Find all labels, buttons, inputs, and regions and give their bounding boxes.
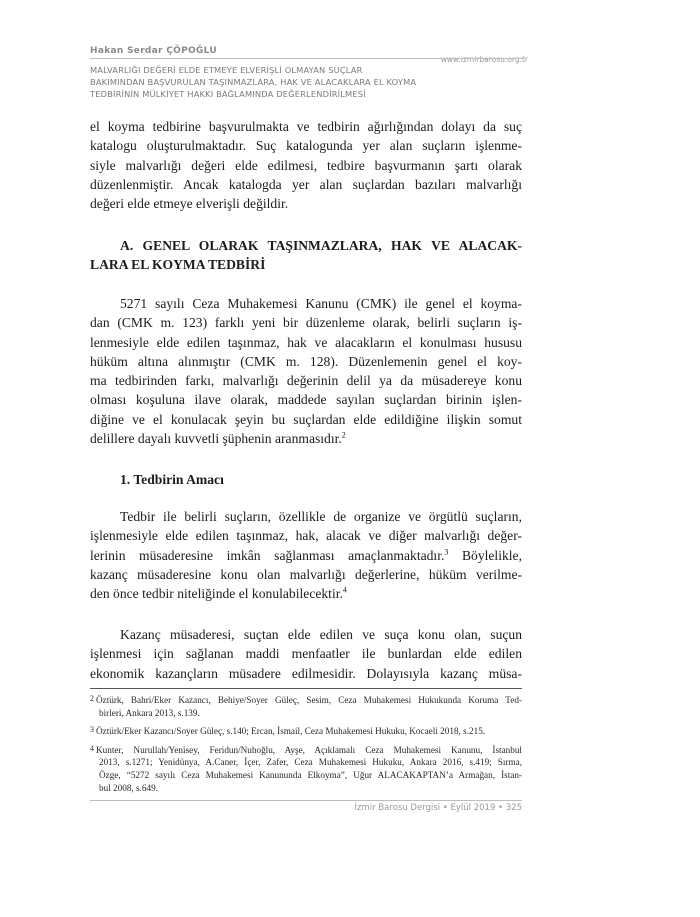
footnote-line: 2013, s.1271; Yenidünya, A.Caner, İçer, Zafer, Ceza Muhakemesi Hukuku, Ankara 2016, s.419; Sırma, (99, 757, 522, 768)
footnote-number: 4 (90, 743, 94, 753)
footnote-ref[interactable]: 3 (444, 547, 449, 557)
footnotes (90, 693, 522, 799)
footnote-3 (90, 724, 522, 738)
text-line: işlenmesi için sağlanan maddi menfaatler ile bunlardan elde edilen (90, 646, 522, 662)
text-line: hüküm altına alınmıştır (CMK m. 128). Düzenlemenin genel el koy- (90, 353, 522, 369)
text-line: ma tedbirinden farkı, malvarlığı değerinin delil ya da müsadereye konu (90, 373, 522, 389)
text-line (90, 429, 522, 448)
paragraph-cmk (90, 294, 522, 448)
footnote-ref[interactable]: 4 (342, 585, 347, 595)
text-line: katalogu oluşturulmaktadır. Suç katalogunda yer alan suçların işlenme- (90, 138, 522, 154)
footnote-line: birleri, Ankara 2013, s.139. (99, 707, 200, 718)
footnote-line: Özge, “5272 sayılı Ceza Muhakemesi Kanununda Elkoyma”, Uğur ALACAKAPTAN’a Armağan, İstan- (99, 769, 522, 780)
footer-rule (90, 800, 522, 801)
footnote-line (90, 743, 522, 757)
text-line-content: den önce tedbir niteliğinde el konulabilecektir. (90, 586, 343, 602)
footnote-number: 3 (90, 725, 94, 735)
text-line: kazanç müsaderesine konu olan malvarlığı değerlerine, hüküm verilme- (90, 566, 522, 582)
footnote-text: Öztürk, Bahri/Eker Kazancı, Behiye/Soyer Güleç, Sesim, Ceza Muhakemesi Hukukunda Koruma Ted- (96, 695, 522, 705)
footnote-2 (90, 693, 522, 719)
text-line: 5271 sayılı Ceza Muhakemesi Kanunu (CMK) ile genel el koyma- (120, 296, 522, 311)
running-head-author: Hakan Serdar ÇÖPOĞLU (90, 46, 217, 56)
heading-line: A. GENEL OLARAK TAŞINMAZLARA, HAK VE ALACAK- (120, 238, 522, 253)
running-head-title-line: TEDBİRİNİN MÜLKİYET HAKKI BAĞLAMINDA DEĞERLENDİRİLMESİ (90, 89, 366, 99)
text-line: Tedbir ile belirli suçların, özellikle de organize ve örgütlü suçların, (120, 509, 522, 524)
footnote-ref[interactable]: 2 (341, 430, 346, 440)
page-footer: İzmir Barosu Dergisi • Eylül 2019 • 325 (354, 803, 522, 813)
footnote-line (90, 693, 522, 707)
footnote-text: Öztürk/Eker Kazancı/Soyer Güleç, s.140; Ercan, İsmail, Ceza Muhakemesi Hukuku, Kocaeli 2018, s.215. (96, 726, 486, 737)
text-line: Kazanç müsaderesi, suçtan elde edilen ve suça konu olan, suçun (120, 627, 522, 642)
text-line: lenmesiyle elde edilen taşınmaz, hak ve alacakların el konulması hususu (90, 334, 522, 350)
text-line (90, 546, 522, 565)
text-line: el koyma tedbirine başvurulmakta ve tedbirin ağırlığından dolayı da suç (90, 119, 522, 134)
running-head-website: www.izmirbarosu.org.tr (440, 55, 528, 64)
footnote-number: 2 (90, 694, 94, 703)
footnote-4 (90, 743, 522, 794)
text-line: düzenlenmiştir. Ancak katalogda yer alan suçlardan bazıları malvarlığı (90, 176, 522, 192)
text-line: diğine ve el konulacak şeyin bu suçlardan elde edildiğine ilişkin somut (90, 411, 522, 427)
paragraph-amac (90, 507, 522, 603)
paragraph-intro (90, 117, 522, 213)
text-line: değeri elde etmeye elverişli değildir. (90, 196, 289, 212)
running-head-title-line: BAKIMINDAN BAŞVURULAN TAŞINMAZLARA, HAK VE ALACAKLARA EL KOYMA (90, 77, 417, 87)
heading-line: 1. Tedbirin Amacı (120, 472, 224, 487)
running-head-title-line: MALVARLIĞI DEĞERİ ELDE ETMEYE ELVERİŞLİ OLMAYAN SUÇLAR (90, 65, 363, 75)
section-heading-a (90, 236, 522, 275)
text-line: siyle malvarlığı değeri elde edilmesi, tedbire başvurmanın şartı olarak (90, 157, 522, 173)
text-line: dan (CMK m. 123) farklı yeni bir düzenleme olarak, belirli suçların iş- (90, 315, 522, 331)
text-line: olması koşuluna ilave olarak, maddede sayılan suçlardan birinin işlen- (90, 392, 522, 408)
text-line: ekonomik kazançların müsadere edilmesidir. Dolayısıyla kazanç müsa- (90, 665, 522, 681)
footnote-line (90, 724, 522, 738)
footnote-rule (90, 688, 522, 689)
text-line (90, 584, 522, 603)
footnote-line: bul 2008, s.649. (99, 782, 158, 793)
subsection-heading-1 (90, 470, 522, 489)
header-rule (90, 58, 522, 59)
paragraph-kazanc (90, 625, 522, 683)
text-line: işlenmesiyle elde edilen taşınmaz, hak, alacak ve diğer malvarlığı değer- (90, 528, 522, 544)
text-line-content: Böylelikle, (448, 547, 522, 563)
footnote-text: Kunter, Nurullah/Yenisey, Feridun/Nuhoğlu, Ayşe, Açıklamalı Ceza Muhakemesi Kanunu, İstanbul (96, 744, 522, 755)
running-head-title (90, 64, 530, 100)
text-line-content: delillere dayalı kuvvetli şüphenin aranmasıdır. (90, 431, 342, 447)
heading-line: LARA EL KOYMA TEDBİRİ (90, 257, 266, 273)
text-line-content: lerinin müsaderesine imkân sağlanması amaçlanmaktadır. (90, 547, 445, 563)
